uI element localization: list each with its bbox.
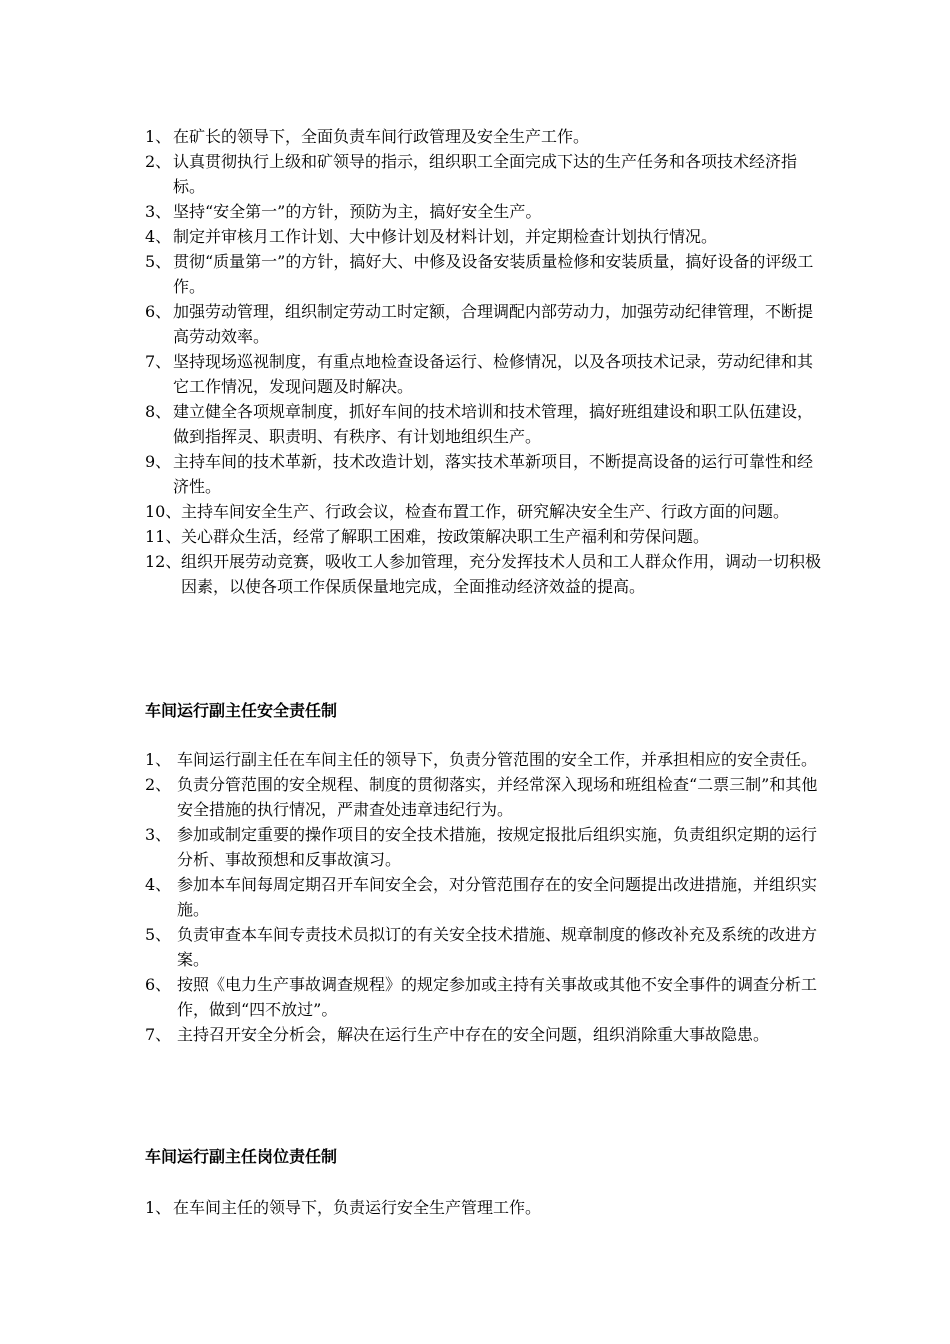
item-number: 6、 xyxy=(145,302,172,321)
list-item xyxy=(145,772,825,822)
item-text: 加强劳动管理，组织制定劳动工时定额，合理调配内部劳动力，加强劳动纪律管理，不断提高劳动效率。 xyxy=(173,302,814,346)
item-number: 3、 xyxy=(145,202,172,221)
item-number: 8、 xyxy=(145,402,172,421)
item-text: 主持车间的技术革新，技术改造计划，落实技术革新项目，不断提高设备的运行可靠性和经济性。 xyxy=(173,452,814,496)
list-item xyxy=(145,349,825,399)
list-item xyxy=(145,399,825,449)
safety-duty-list xyxy=(145,747,825,1047)
item-number: 5、 xyxy=(145,925,172,944)
list-item xyxy=(145,872,825,922)
item-number: 3、 xyxy=(145,825,172,844)
list-item xyxy=(145,149,825,199)
item-text: 负责审查本车间专责技术员拟订的有关安全技术措施、规章制度的修改补充及系统的改进方案。 xyxy=(177,925,818,969)
item-number: 12、 xyxy=(145,552,182,571)
item-text: 负责分管范围的安全规程、制度的贯彻落实，并经常深入现场和班组检查“二票三制”和其他安全措施的执行情况，严肃查处违章违纪行为。 xyxy=(177,775,818,819)
item-number: 11、 xyxy=(145,527,182,546)
item-text: 制定并审核月工作计划、大中修计划及材料计划，并定期检查计划执行情况。 xyxy=(173,227,718,246)
item-number: 5、 xyxy=(145,252,172,271)
section-heading-post: 车间运行副主任岗位责任制 xyxy=(145,1147,338,1166)
item-text: 在矿长的领导下，全面负责车间行政管理及安全生产工作。 xyxy=(173,127,590,146)
list-item xyxy=(145,822,825,872)
list-item xyxy=(145,124,825,149)
item-number: 4、 xyxy=(145,875,172,894)
item-text: 参加本车间每周定期召开车间安全会，对分管范围存在的安全问题提出改进措施，并组织实施。 xyxy=(177,875,818,919)
list-item xyxy=(145,922,825,972)
section-heading-safety: 车间运行副主任安全责任制 xyxy=(145,701,338,720)
item-text: 坚持现场巡视制度，有重点地检查设备运行、检修情况，以及各项技术记录，劳动纪律和其它工作情况，发现问题及时解决。 xyxy=(173,352,814,396)
item-text: 在车间主任的领导下，负责运行安全生产管理工作。 xyxy=(173,1198,542,1217)
item-text: 建立健全各项规章制度，抓好车间的技术培训和技术管理，搞好班组建设和职工队伍建设，做到指挥灵、职责明、有秩序、有计划地组织生产。 xyxy=(173,402,814,446)
list-item xyxy=(145,224,825,249)
item-number: 2、 xyxy=(145,775,172,794)
item-text: 主持召开安全分析会，解决在运行生产中存在的安全问题，组织消除重大事故隐患。 xyxy=(177,1025,770,1044)
item-text: 主持车间安全生产、行政会议，检查布置工作，研究解决安全生产、行政方面的问题。 xyxy=(181,502,790,521)
item-text: 贯彻“质量第一”的方针，搞好大、中修及设备安装质量检修和安装质量，搞好设备的评级工作。 xyxy=(173,252,814,296)
duty-list-director xyxy=(145,124,825,599)
item-number: 4、 xyxy=(145,227,172,246)
list-item xyxy=(145,499,825,524)
list-item xyxy=(145,199,825,224)
list-item xyxy=(145,972,825,1022)
item-number: 7、 xyxy=(145,352,172,371)
item-number: 9、 xyxy=(145,452,172,471)
list-item xyxy=(145,449,825,499)
item-number: 7、 xyxy=(145,1025,172,1044)
list-item xyxy=(145,1195,825,1220)
item-number: 1、 xyxy=(145,1198,172,1217)
item-number: 1、 xyxy=(145,127,172,146)
item-text: 按照《电力生产事故调查规程》的规定参加或主持有关事故或其他不安全事件的调查分析工作，做到“四不放过”。 xyxy=(177,975,818,1019)
item-text: 车间运行副主任在车间主任的领导下，负责分管范围的安全工作，并承担相应的安全责任。 xyxy=(177,750,818,769)
list-item xyxy=(145,549,825,599)
item-number: 6、 xyxy=(145,975,172,994)
list-item xyxy=(145,524,825,549)
item-text: 认真贯彻执行上级和矿领导的指示，组织职工全面完成下达的生产任务和各项技术经济指标。 xyxy=(173,152,798,196)
item-number: 1、 xyxy=(145,750,172,769)
item-text: 组织开展劳动竞赛，吸收工人参加管理，充分发挥技术人员和工人群众作用，调动一切积极因素，以使各项工作保质保量地完成，全面推动经济效益的提高。 xyxy=(181,552,822,596)
item-number: 2、 xyxy=(145,152,172,171)
item-text: 坚持“安全第一”的方针，预防为主，搞好安全生产。 xyxy=(173,202,542,221)
item-text: 关心群众生活，经常了解职工困难，按政策解决职工生产福利和劳保问题。 xyxy=(181,527,710,546)
list-item xyxy=(145,747,825,772)
post-duty-list xyxy=(145,1195,825,1220)
list-item xyxy=(145,299,825,349)
list-item xyxy=(145,249,825,299)
list-item xyxy=(145,1022,825,1047)
item-text: 参加或制定重要的操作项目的安全技术措施，按规定报批后组织实施，负责组织定期的运行分析、事故预想和反事故演习。 xyxy=(177,825,818,869)
item-number: 10、 xyxy=(145,502,182,521)
